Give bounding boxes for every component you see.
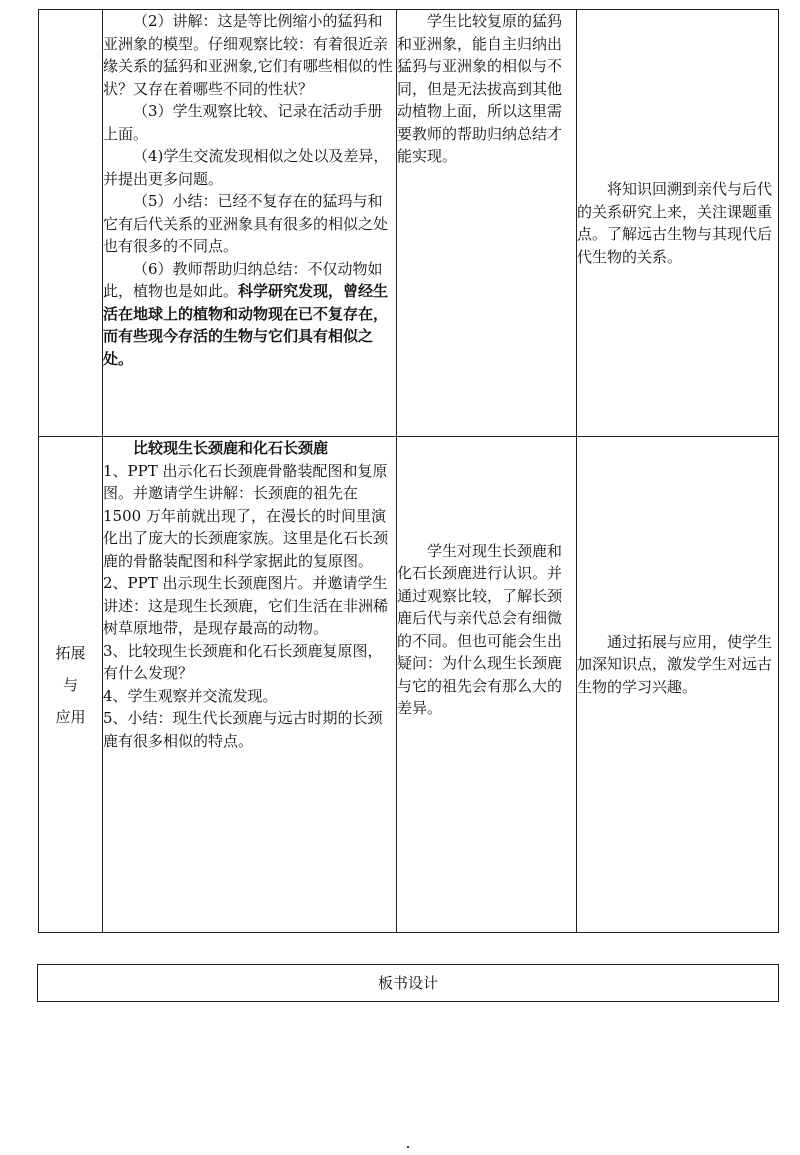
- lesson-plan-table: [38, 9, 779, 933]
- teacher-activity-paragraph: 2、PPT 出示现生长颈鹿图片。并邀请学生讲述：这是现生长颈鹿，它们生活在非洲稀树草原地带，是现存最高的动物。: [103, 574, 389, 637]
- student-activity-text: 学生对现生长颈鹿和化石长颈鹿进行认识。并通过观察比较，了解长颈鹿后代与亲代总会有细微的不同。但也可能会生出疑问：为什么现生长颈鹿与它的祖先会有那么大的差异。: [397, 541, 563, 717]
- summary-bold-text: 科学研究发现，曾经生活在地球上的植物和动物现在已不复存在，而有些现今存活的生物与它们具有相似之处。: [103, 282, 389, 368]
- student-activity-cell: [397, 437, 577, 933]
- teacher-activity-paragraph: 5、小结：现生代长颈鹿与远古时期的长颈鹿有很多相似的特点。: [103, 709, 383, 750]
- section-heading: 比较现生长颈鹿和化石长颈鹿: [133, 439, 329, 457]
- teacher-activity-paragraph: （3）学生观察比较、记录在活动手册上面。: [103, 102, 383, 143]
- student-activity-text: 学生比较复原的猛犸和亚洲象，能自主归纳出猛犸与亚洲象的相似与不同，但是无法拔高到其他动植物上面，所以这里需要教师的帮助归纳总结才能实现。: [397, 12, 563, 165]
- teacher-activity-paragraph: 3、比较现生长颈鹿和化石长颈鹿复原图，有什么发现？: [103, 641, 383, 682]
- teacher-activity-paragraph: 1、PPT 出示化石长颈鹿骨骼装配图和复原图。并邀请学生讲解：长颈鹿的祖先在 1500 万年前就出现了，在漫长的时间里演化出了庞大的长颈鹿家族。这里是化石长颈鹿的骨骼装配图和科学家据此的复原图。: [103, 461, 389, 570]
- teacher-activity-cell: [103, 437, 397, 933]
- stage-label-line: 与: [62, 675, 78, 694]
- table-row: [39, 437, 779, 933]
- stage-label-line: 应用: [55, 707, 86, 726]
- board-design-title: 板书设计: [377, 974, 438, 992]
- summary-plain-text: （6）教师帮助归纳总结：不仅动物如此，植物也是如此。: [103, 259, 383, 300]
- teacher-activity-paragraph: （5）小结：已经不复存在的猛玛与和它有后代关系的亚洲象具有很多的相似之处也有很多的不同点。: [103, 192, 389, 255]
- stage-label-line: 拓展: [55, 643, 86, 662]
- page-speck: [407, 1146, 409, 1148]
- board-design-header: [37, 964, 779, 1002]
- design-intent-text: 将知识回溯到亲代与后代的关系研究上来，关注课题重点。了解远古生物与其现代后代生物的关系。: [577, 180, 773, 266]
- stage-label-cell: [39, 437, 103, 933]
- table-row: [39, 10, 779, 437]
- teacher-activity-cell: [103, 10, 397, 437]
- teacher-activity-paragraph: （4)学生交流发现相似之处以及差异，并提出更多问题。: [103, 147, 389, 188]
- student-activity-cell: [397, 10, 577, 437]
- summary-paragraph: [103, 258, 396, 371]
- teacher-activity-paragraph: 4、学生观察并交流发现。: [103, 686, 278, 705]
- stage-cell-empty: [39, 10, 103, 437]
- design-intent-cell: [577, 437, 779, 933]
- teacher-activity-paragraph: （2）讲解：这是等比例缩小的猛犸和亚洲象的模型。仔细观察比较：有着很近亲缘关系的猛犸和亚洲象,它们有哪些相似的性状？又存在着哪些不同的性状？: [103, 12, 393, 98]
- design-intent-cell: [577, 10, 779, 437]
- design-intent-text: 通过拓展与应用，使学生加深知识点，激发学生对远古生物的学习兴趣。: [577, 632, 773, 696]
